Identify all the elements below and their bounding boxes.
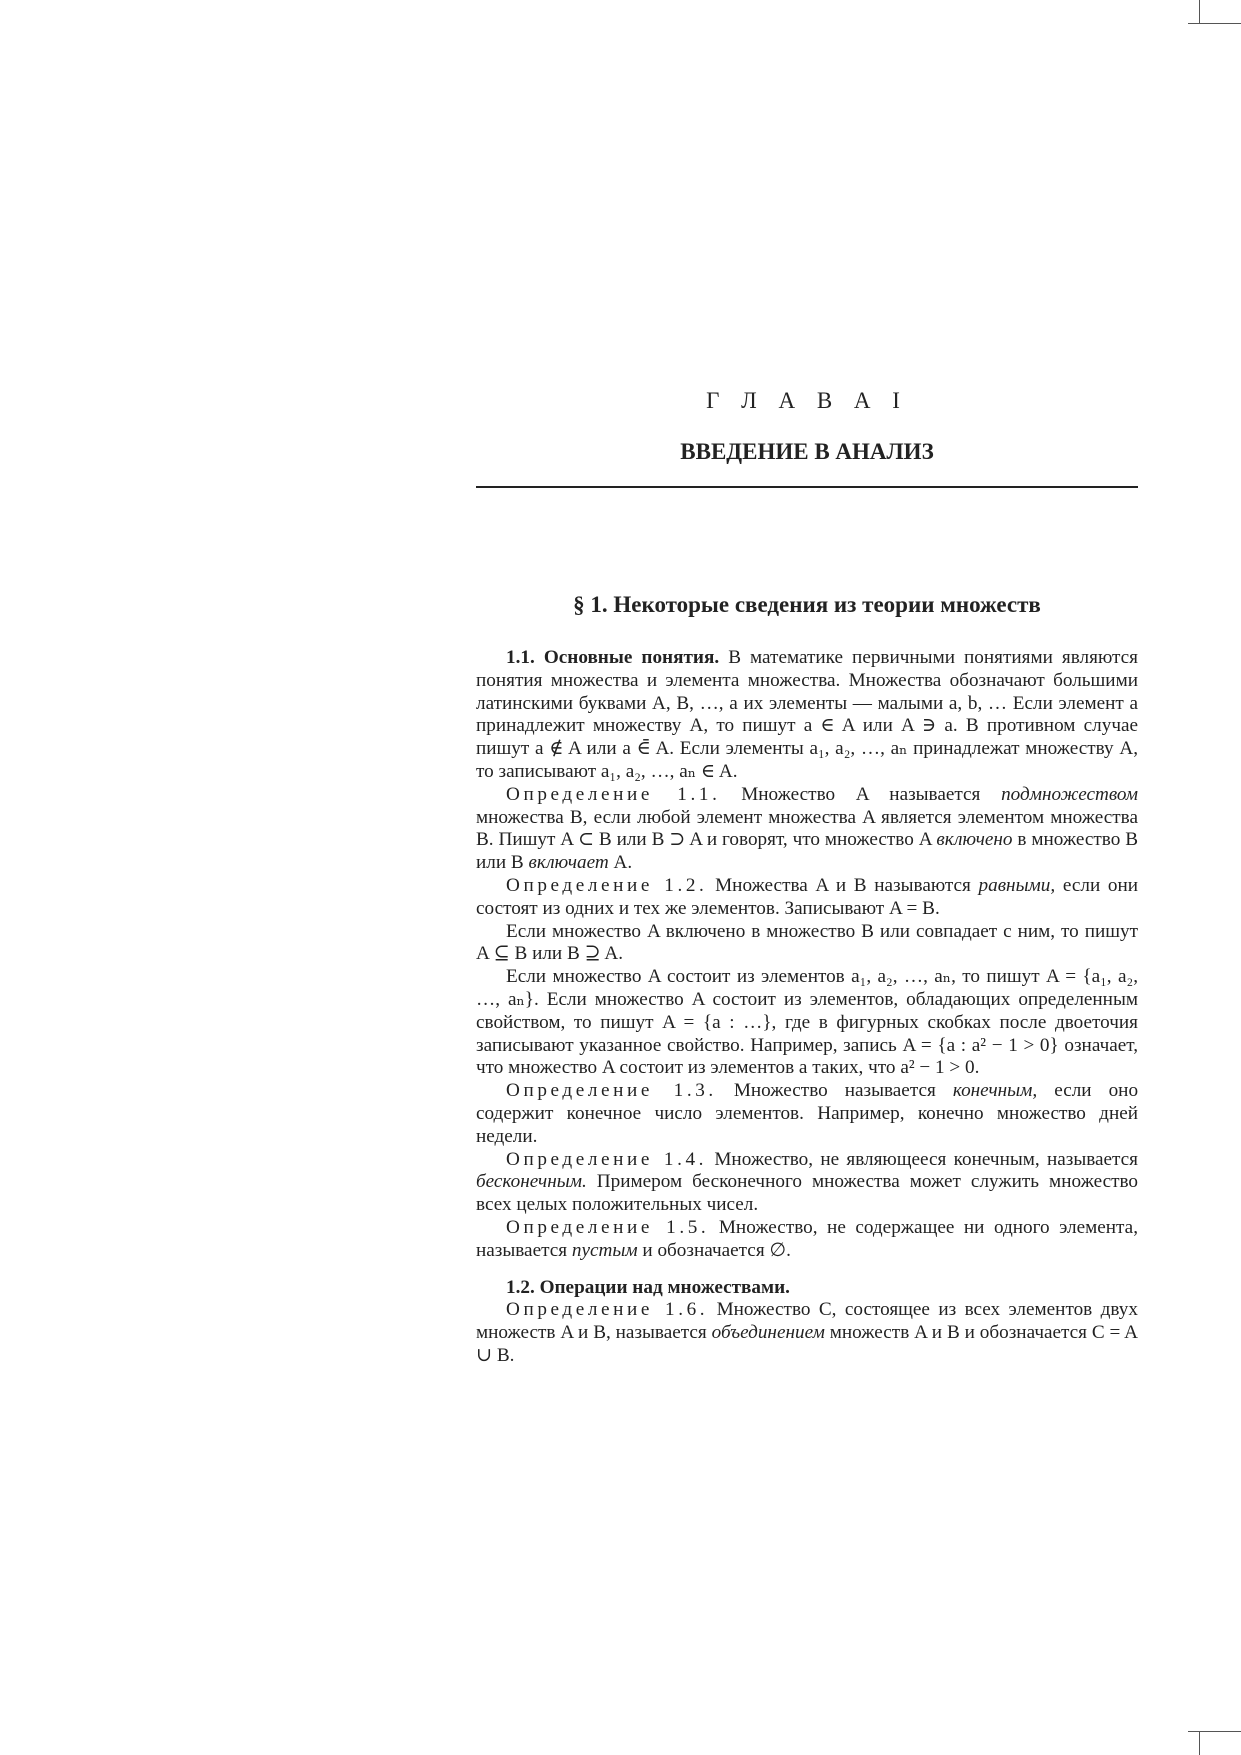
page-content	[476, 380, 1138, 1368]
crop-mark-top-horizontal	[1188, 23, 1241, 24]
subsection-heading-2: 1.2. Операции над множествами.	[506, 1276, 790, 1298]
section-title: § 1. Некоторые сведения из теории множеств	[573, 592, 1041, 617]
definition-1-5: Определение 1.5. Множество, не содержащее ни одного элемента, называется пустым и обозначается ∅.	[476, 1216, 1138, 1261]
term-includes: включает	[528, 852, 609, 874]
definition-1-6: Определение 1.6. Множество C, состоящее из всех элементов двух множеств A и B, называется объединением множеств A и B и обозначается C = A ∪ B.	[476, 1299, 1139, 1366]
chapter-label: Г Л А В А I	[706, 388, 908, 413]
definition-label: Определение 1.2.	[506, 874, 708, 896]
term-infinite: бесконечным.	[476, 1171, 587, 1193]
term-empty: пустым	[571, 1239, 638, 1261]
definition-label: Определение 1.6.	[506, 1299, 709, 1321]
paragraph-inclusion: Если множество A включено в множество B или совпадает с ним, то пишут A ⊆ B или B ⊇ A.	[476, 920, 1138, 965]
subsection-heading-1: 1.1. Основные понятия.	[506, 647, 720, 668]
chapter-title: ВВЕДЕНИЕ В АНАЛИЗ	[680, 439, 934, 464]
term-finite: конечным,	[952, 1080, 1038, 1102]
definition-label: Определение 1.1.	[506, 783, 721, 805]
definition-label: Определение 1.4.	[506, 1148, 708, 1170]
definition-label: Определение 1.5.	[506, 1216, 710, 1238]
crop-mark-bottom-vertical	[1199, 1731, 1200, 1755]
definition-1-1: Определение 1.1. Множество A называется подмножеством множества B, если любой элемент множества A является элементом множества B. Пишут A ⊂ B или B ⊃ A и говорят, что множество A включено в множество B или B включает A.	[476, 783, 1139, 874]
paragraph-basic-concepts: 1.1. Основные понятия. В математике первичными понятиями являются понятия множества и элемента множества. Множества обозначают большими латинскими буквами A, B, …, а их элементы — малыми a, b, … Если элемент a принадлежит множеству A, то пишут a ∈ A или A ∋ a. В противном случае пишут a ∉ A или a ∈̄ A. Если элементы a₁, a₂, …, aₙ принадлежат множеству A, то записывают a₁, a₂, …, aₙ ∈ A.	[476, 647, 1138, 782]
term-union: объединением	[711, 1322, 825, 1344]
definition-1-3: Определение 1.3. Множество называется конечным, если оно содержит конечное число элементов. Например, конечно множество дней недели.	[476, 1080, 1139, 1147]
term-equal: равными,	[978, 874, 1056, 896]
crop-mark-top-vertical	[1199, 0, 1200, 24]
definition-1-4: Определение 1.4. Множество, не являющееся конечным, называется бесконечным. Примером бесконечного множества может служить множество всех целых положительных чисел.	[476, 1148, 1139, 1216]
paragraph-set-notation: Если множество A состоит из элементов a₁, a₂, …, aₙ, то пишут A = {a₁, a₂, …, aₙ}. Если множество A состоит из элементов, обладающих определенным свойством, то пишут A = {a : …}, где в фигурных скобках после двоеточия записывают указанное свойство. Например, запись A = {a : a² − 1 > 0} означает, что множество A состоит из элементов a таких, что a² − 1 > 0.	[476, 966, 1138, 1079]
term-subset: подмножеством	[1001, 783, 1139, 805]
crop-mark-bottom-horizontal	[1188, 1731, 1241, 1732]
term-included: включено	[936, 829, 1013, 851]
definition-1-2: Определение 1.2. Множества A и B называются равными, если они состоят из одних и тех же элементов. Записывают A = B.	[476, 874, 1138, 919]
chapter-rule	[476, 486, 1138, 488]
definition-label: Определение 1.3.	[506, 1080, 717, 1102]
